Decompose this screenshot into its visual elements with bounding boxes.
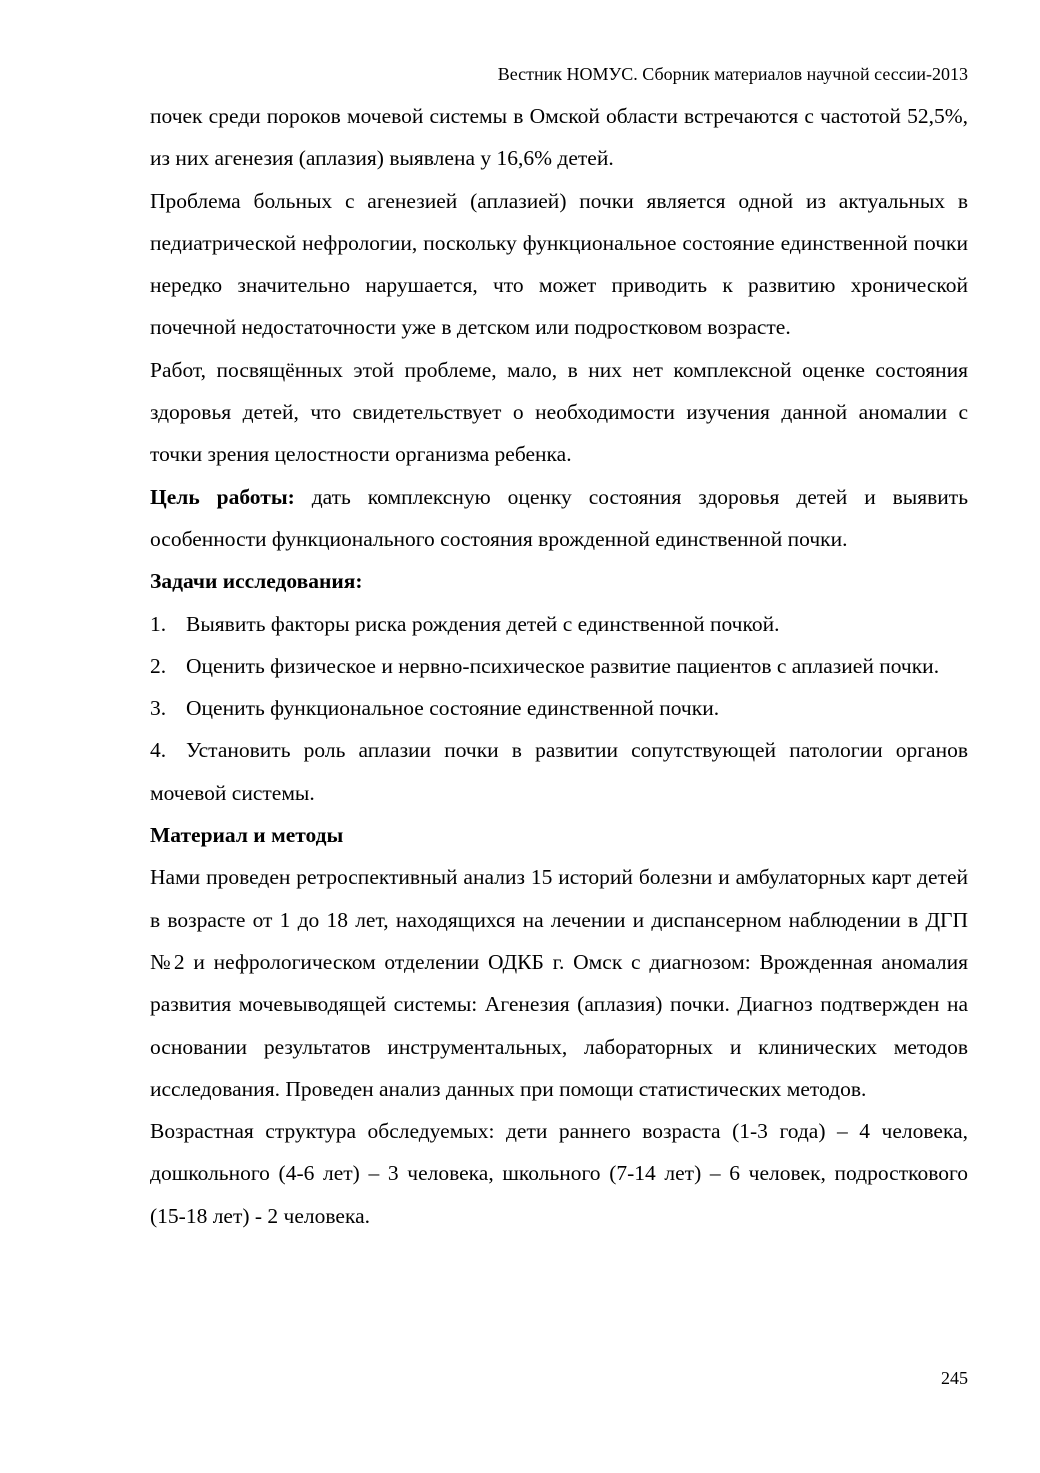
task-item [150,687,968,729]
task-number: 4. [150,738,167,763]
task-text: Оценить физическое и нервно-психическое развитие пациентов с аплазией почки. [186,653,940,678]
task-text: Оценить функциональное состояние единственной почки. [186,696,720,721]
task-number: 2. [150,653,167,678]
tasks-heading: Задачи исследования: [150,569,363,594]
goal-label: Цель работы: [150,484,295,509]
task-item [150,729,968,814]
task-item [150,603,968,645]
paragraph-age-structure: Возрастная структура обследуемых: дети раннего возраста (1-3 года) – 4 человека, дошкольного (4-6 лет) – 3 человека, школьного (7-14 лет) – 6 человек, подросткового (15-18 лет) - 2 человека. [150,1119,968,1228]
paragraph-problem: Проблема больных с агенезией (аплазией) почки является одной из актуальных в педиатрической нефрологии, поскольку функциональное состояние единственной почки нередко значительно нарушается, что может приводить к развитию хронической почечной недостаточности уже в детском или подростковом возрасте. [150,188,968,340]
methods-heading: Материал и методы [150,823,344,848]
paragraph-goal [150,476,968,561]
task-number: 3. [150,696,167,721]
task-text: Установить роль аплазии почки в развитии сопутствующей патологии органов мочевой системы. [150,738,968,805]
page-body [150,95,968,1237]
paragraph-intro-continued: почек среди пороков мочевой системы в Омской области встречаются с частотой 52,5%, из них агенезия (аплазия) выявлена у 16,6% детей. [150,104,968,171]
page-number: 245 [941,1368,968,1388]
paragraph-methods: Нами проведен ретроспективный анализ 15 историй болезни и амбулаторных карт детей в возрасте от 1 до 18 лет, находящихся на лечении и диспансерном наблюдении в ДГП №2 и нефрологическом отделении ОДКБ г. Омск с диагнозом: Врожденная аномалия развития мочевыводящей системы: Агенезия (аплазия) почки. Диагноз подтвержден на основании результатов инструментальных, лабораторных и клинических методов исследования. Проведен анализ данных при помощи статистических методов. [150,865,968,1101]
task-item [150,645,968,687]
running-header: Вестник НОМУС. Сборник материалов научной сессии-2013 [497,64,968,84]
task-number: 1. [150,611,167,636]
goal-text: дать комплексную оценку состояния здоровья детей и выявить особенности функционального состояния врожденной единственной почки. [150,484,968,551]
task-text: Выявить факторы риска рождения детей с единственной почкой. [186,611,780,636]
paragraph-works: Работ, посвящённых этой проблеме, мало, в них нет комплексной оценке состояния здоровья детей, что свидетельствует о необходимости изучения данной аномалии с точки зрения целостности организма ребенка. [150,357,968,467]
